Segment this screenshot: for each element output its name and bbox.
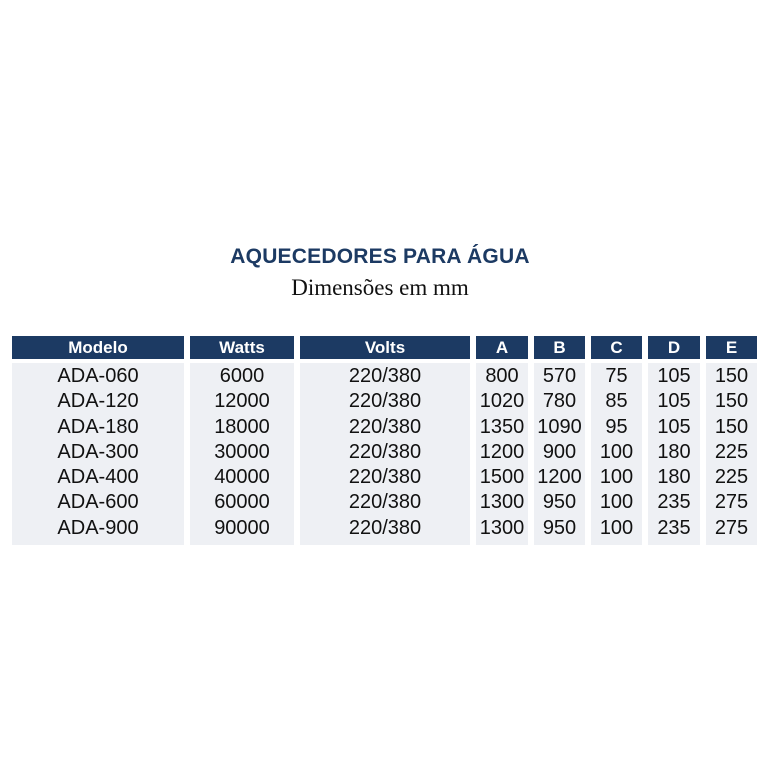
table-cell: 100 [599, 466, 634, 489]
table-cell: 800 [485, 365, 519, 387]
column-header-watts: Watts [190, 336, 294, 359]
column-volts [300, 336, 470, 545]
spec-table [12, 336, 757, 545]
table-cell: 105 [657, 365, 691, 387]
table-cell: 950 [542, 516, 577, 539]
column-body-modelo [12, 363, 184, 545]
table-cell: 220/380 [348, 440, 422, 463]
table-title: AQUECEDORES PARA ÁGUA [230, 245, 530, 268]
column-header-modelo: Modelo [12, 336, 184, 359]
column-watts [190, 336, 294, 545]
table-subtitle: Dimensões em mm [291, 275, 469, 300]
column-header-e: E [706, 336, 757, 359]
table-cell: 1350 [479, 415, 525, 438]
table-cell: 570 [542, 365, 577, 387]
column-c [591, 336, 642, 545]
column-header-c: C [591, 336, 642, 359]
table-cell: 235 [657, 516, 691, 539]
table-cell: 60000 [214, 491, 270, 514]
table-cell: 900 [542, 440, 577, 463]
table-cell: 180 [657, 466, 691, 489]
table-cell: 225 [714, 440, 749, 463]
table-cell: 90000 [214, 516, 270, 539]
table-cell: 95 [605, 415, 628, 438]
column-header-b: B [534, 336, 585, 359]
table-cell: 950 [542, 491, 577, 514]
column-body-watts [190, 363, 294, 545]
table-cell: ADA-300 [57, 440, 139, 463]
table-cell: 1200 [537, 466, 582, 489]
table-cell: 150 [714, 390, 749, 413]
table-cell: 275 [714, 516, 749, 539]
table-cell: 1090 [537, 415, 582, 438]
column-header-a: A [476, 336, 528, 359]
table-cell: 220/380 [348, 491, 422, 514]
table-cell: ADA-120 [57, 390, 139, 413]
table-cell: 40000 [214, 466, 270, 489]
table-cell: 105 [657, 390, 691, 413]
table-cell: 220/380 [348, 415, 422, 438]
column-body-c [591, 363, 642, 545]
table-cell: 30000 [214, 440, 270, 463]
table-cell: 1500 [479, 466, 525, 489]
table-cell: ADA-180 [57, 415, 139, 438]
column-modelo [12, 336, 184, 545]
column-body-b [534, 363, 585, 545]
column-b [534, 336, 585, 545]
table-cell: 150 [714, 415, 749, 438]
table-cell: 6000 [219, 365, 265, 387]
column-header-d: D [648, 336, 700, 359]
table-cell: ADA-060 [57, 365, 139, 387]
column-header-volts: Volts [300, 336, 470, 359]
table-cell: 75 [605, 365, 628, 387]
column-e [706, 336, 757, 545]
table-cell: 220/380 [348, 516, 422, 539]
table-cell: 220/380 [348, 466, 422, 489]
table-cell: 1300 [479, 491, 525, 514]
table-cell: 100 [599, 516, 634, 539]
table-cell: 1200 [479, 440, 525, 463]
table-cell: 235 [657, 491, 691, 514]
table-cell: 150 [714, 365, 749, 387]
table-cell: 85 [605, 390, 628, 413]
table-cell: ADA-400 [57, 466, 139, 489]
table-cell: 100 [599, 491, 634, 514]
column-body-a [476, 363, 528, 545]
column-body-volts [300, 363, 470, 545]
table-cell: 105 [657, 415, 691, 438]
column-body-d [648, 363, 700, 545]
table-cell: 18000 [214, 415, 270, 438]
table-cell: ADA-900 [57, 516, 139, 539]
table-cell: 1020 [479, 390, 525, 413]
column-body-e [706, 363, 757, 545]
table-cell: 100 [599, 440, 634, 463]
column-a [476, 336, 528, 545]
table-cell: 220/380 [348, 390, 422, 413]
table-cell: 180 [657, 440, 691, 463]
column-d [648, 336, 700, 545]
table-cell: 1300 [479, 516, 525, 539]
table-cell: 275 [714, 491, 749, 514]
table-cell: 780 [542, 390, 577, 413]
table-cell: ADA-600 [57, 491, 139, 514]
table-cell: 220/380 [348, 365, 422, 387]
table-cell: 225 [714, 466, 749, 489]
table-cell: 12000 [214, 390, 270, 413]
